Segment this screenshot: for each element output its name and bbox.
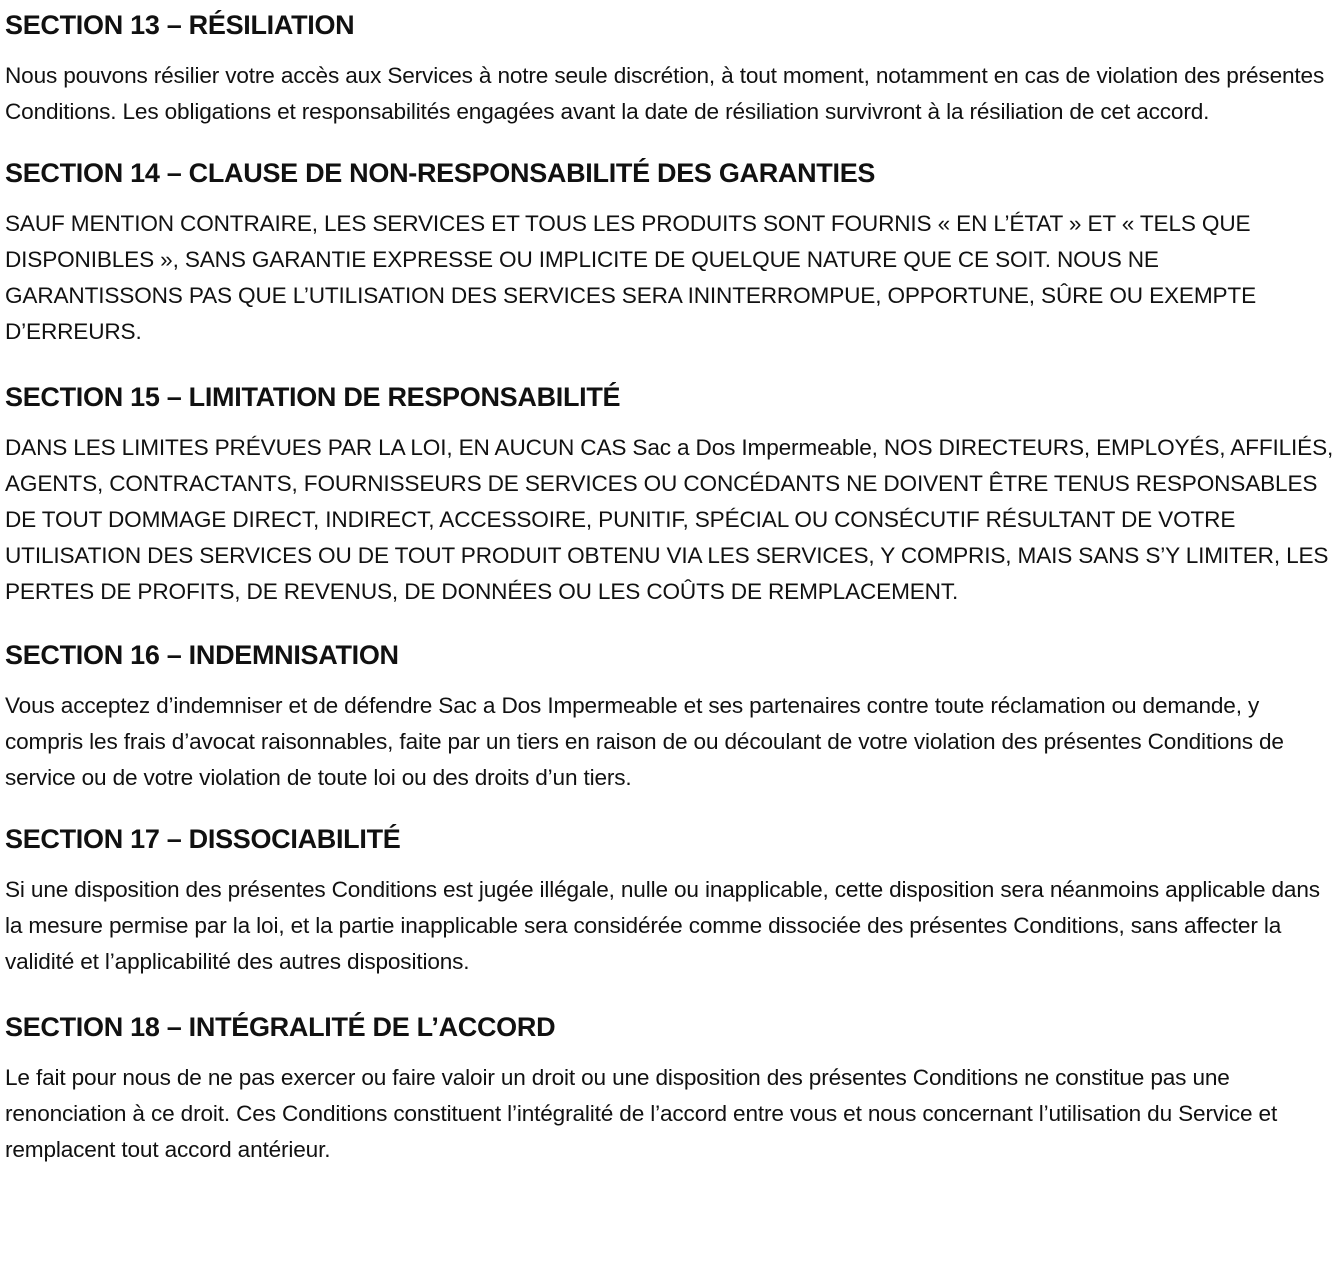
section-heading: SECTION 15 – LIMITATION DE RESPONSABILITÉ <box>5 382 621 412</box>
section-15-limitation-of-liability <box>5 380 1334 610</box>
section-body: Si une disposition des présentes Conditions est jugée illégale, nulle ou inapplicable, cette disposition sera néanmoins applicable dans la mesure permise par la loi, et la partie inapplicable sera considérée comme dissociée des présentes Conditions, sans affecter la validité et l’applicabilité des autres dispositions. <box>5 877 1320 974</box>
section-body: DANS LES LIMITES PRÉVUES PAR LA LOI, EN AUCUN CAS Sac a Dos Impermeable, NOS DIRECTEURS, EMPLOYÉS, AFFILIÉS, AGENTS, CONTRACTANTS, FOURNISSEURS DE SERVICES OU CONCÉDANTS NE DOIVENT ÊTRE TENUS RESPONSABLES DE TOUT DOMMAGE DIRECT, INDIRECT, ACCESSOIRE, PUNITIF, SPÉCIAL OU CONSÉCUTIF RÉSULTANT DE VOTRE UTILISATION DES SERVICES OU DE TOUT PRODUIT OBTENU VIA LES SERVICES, Y COMPRIS, MAIS SANS S’Y LIMITER, LES PERTES DE PROFITS, DE REVENUS, DE DONNÉES OU LES COÛTS DE REMPLACEMENT. <box>5 435 1334 604</box>
section-body: Nous pouvons résilier votre accès aux Services à notre seule discrétion, à tout moment, notamment en cas de violation des présentes Conditions. Les obligations et responsabilités engagées avant la date de résiliation survivront à la résiliation de cet accord. <box>5 63 1325 124</box>
section-18-entire-agreement <box>5 1010 1334 1168</box>
section-heading: SECTION 18 – INTÉGRALITÉ DE L’ACCORD <box>5 1012 556 1042</box>
section-14-warranty-disclaimer <box>5 156 1334 350</box>
section-heading: SECTION 14 – CLAUSE DE NON-RESPONSABILITÉ DES GARANTIES <box>5 158 876 188</box>
section-heading: SECTION 16 – INDEMNISATION <box>5 640 399 670</box>
section-heading: SECTION 13 – RÉSILIATION <box>5 10 355 40</box>
section-body: Le fait pour nous de ne pas exercer ou faire valoir un droit ou une disposition des présentes Conditions ne constitue pas une renonciation à ce droit. Ces Conditions constituent l’intégralité de l’accord entre vous et nous concernant l’utilisation du Service et remplacent tout accord antérieur. <box>5 1065 1278 1162</box>
section-heading: SECTION 17 – DISSOCIABILITÉ <box>5 824 401 854</box>
section-13-termination <box>5 0 1334 130</box>
section-17-severability <box>5 822 1334 980</box>
section-body: SAUF MENTION CONTRAIRE, LES SERVICES ET TOUS LES PRODUITS SONT FOURNIS « EN L’ÉTAT » ET « TELS QUE DISPONIBLES », SANS GARANTIE EXPRESSE OU IMPLICITE DE QUELQUE NATURE QUE CE SOIT. NOUS NE GARANTISSONS PAS QUE L’UTILISATION DES SERVICES SERA ININTERROMPUE, OPPORTUNE, SÛRE OU EXEMPTE D’ERREURS. <box>5 211 1256 344</box>
section-body: Vous acceptez d’indemniser et de défendre Sac a Dos Impermeable et ses partenaires contre toute réclamation ou demande, y compris les frais d’avocat raisonnables, faite par un tiers en raison de ou découlant de votre violation des présentes Conditions de service ou de votre violation de toute loi ou des droits d’un tiers. <box>5 693 1284 790</box>
section-16-indemnification <box>5 638 1334 796</box>
